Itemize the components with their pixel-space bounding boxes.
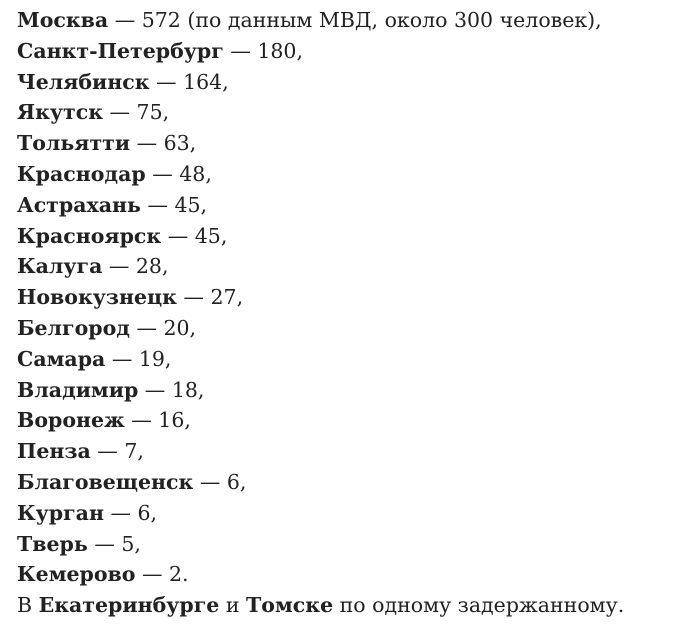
city-count: — 6, xyxy=(193,469,247,494)
city-count: — 164, xyxy=(149,69,229,94)
list-item-kemerovo xyxy=(17,559,677,590)
city-name-ekaterinburg: Екатеринбурге xyxy=(38,593,220,618)
list-item-krasnoyarsk xyxy=(17,221,677,252)
city-name: Красноярск xyxy=(17,223,162,248)
sentence-conjunction: и xyxy=(219,593,247,618)
list-item-chelyabinsk xyxy=(17,67,677,98)
city-count: — 27, xyxy=(176,285,244,310)
list-item-astrakhan xyxy=(17,190,677,221)
city-count: — 2. xyxy=(135,562,189,587)
city-name: Кемерово xyxy=(17,562,136,587)
city-count: — 63, xyxy=(130,131,197,156)
city-count: — 180, xyxy=(223,38,303,63)
city-count: — 28, xyxy=(102,254,169,279)
city-name: Владимир xyxy=(17,377,139,402)
city-name: Пенза xyxy=(17,439,91,464)
city-name: Санкт-Петербург xyxy=(17,38,224,63)
list-item-krasnodar xyxy=(17,159,677,190)
city-count: — 75, xyxy=(103,100,170,125)
city-name: Тольятти xyxy=(17,131,131,156)
list-item-belgorod xyxy=(17,313,677,344)
list-item-blagoveshchensk xyxy=(17,467,677,498)
city-count: — 18, xyxy=(138,377,205,402)
list-item-tolyatti xyxy=(17,128,677,159)
list-item-kaluga xyxy=(17,251,677,282)
city-count: — 45, xyxy=(140,192,208,217)
list-item-voronezh xyxy=(17,405,677,436)
list-item-penza xyxy=(17,436,677,467)
city-count: — 6, xyxy=(103,500,158,525)
city-name: Астрахань xyxy=(17,192,141,217)
city-name: Белгород xyxy=(17,315,130,340)
city-count: — 20, xyxy=(129,315,197,340)
city-count: — 572 (по данным МВД, около 300 человек), xyxy=(108,8,602,32)
list-item-novokuznetsk xyxy=(17,282,677,313)
city-count: — 7, xyxy=(90,439,144,464)
city-name: Челябинск xyxy=(17,69,150,94)
list-item-samara xyxy=(17,344,677,375)
closing-sentence xyxy=(17,590,677,621)
sentence-prefix: В xyxy=(17,593,39,618)
city-name: Благовещенск xyxy=(17,469,194,494)
city-count: — 16, xyxy=(124,408,191,433)
list-item-yakutsk xyxy=(17,97,677,128)
city-count: — 45, xyxy=(161,223,228,248)
list-item-tver xyxy=(17,529,677,560)
city-count: — 48, xyxy=(145,161,212,186)
detentions-list xyxy=(17,5,677,621)
city-name-tomsk: Томске xyxy=(246,593,334,618)
city-name: Курган xyxy=(17,500,104,525)
list-item-vladimir xyxy=(17,375,677,406)
city-name: Самара xyxy=(17,346,106,371)
city-name: Воронеж xyxy=(17,408,125,433)
city-name: Москва xyxy=(17,8,109,32)
city-name: Калуга xyxy=(17,254,103,279)
city-count: — 19, xyxy=(105,346,172,371)
sentence-suffix: по одному задержанному. xyxy=(333,593,625,618)
city-count: — 5, xyxy=(87,531,141,556)
list-item-moscow xyxy=(17,5,677,36)
city-name: Якутск xyxy=(17,100,103,125)
list-item-kurgan xyxy=(17,498,677,529)
list-item-saint-petersburg xyxy=(17,36,677,67)
city-name: Тверь xyxy=(17,531,88,556)
city-name: Новокузнецк xyxy=(17,285,177,310)
city-name: Краснодар xyxy=(17,161,146,186)
